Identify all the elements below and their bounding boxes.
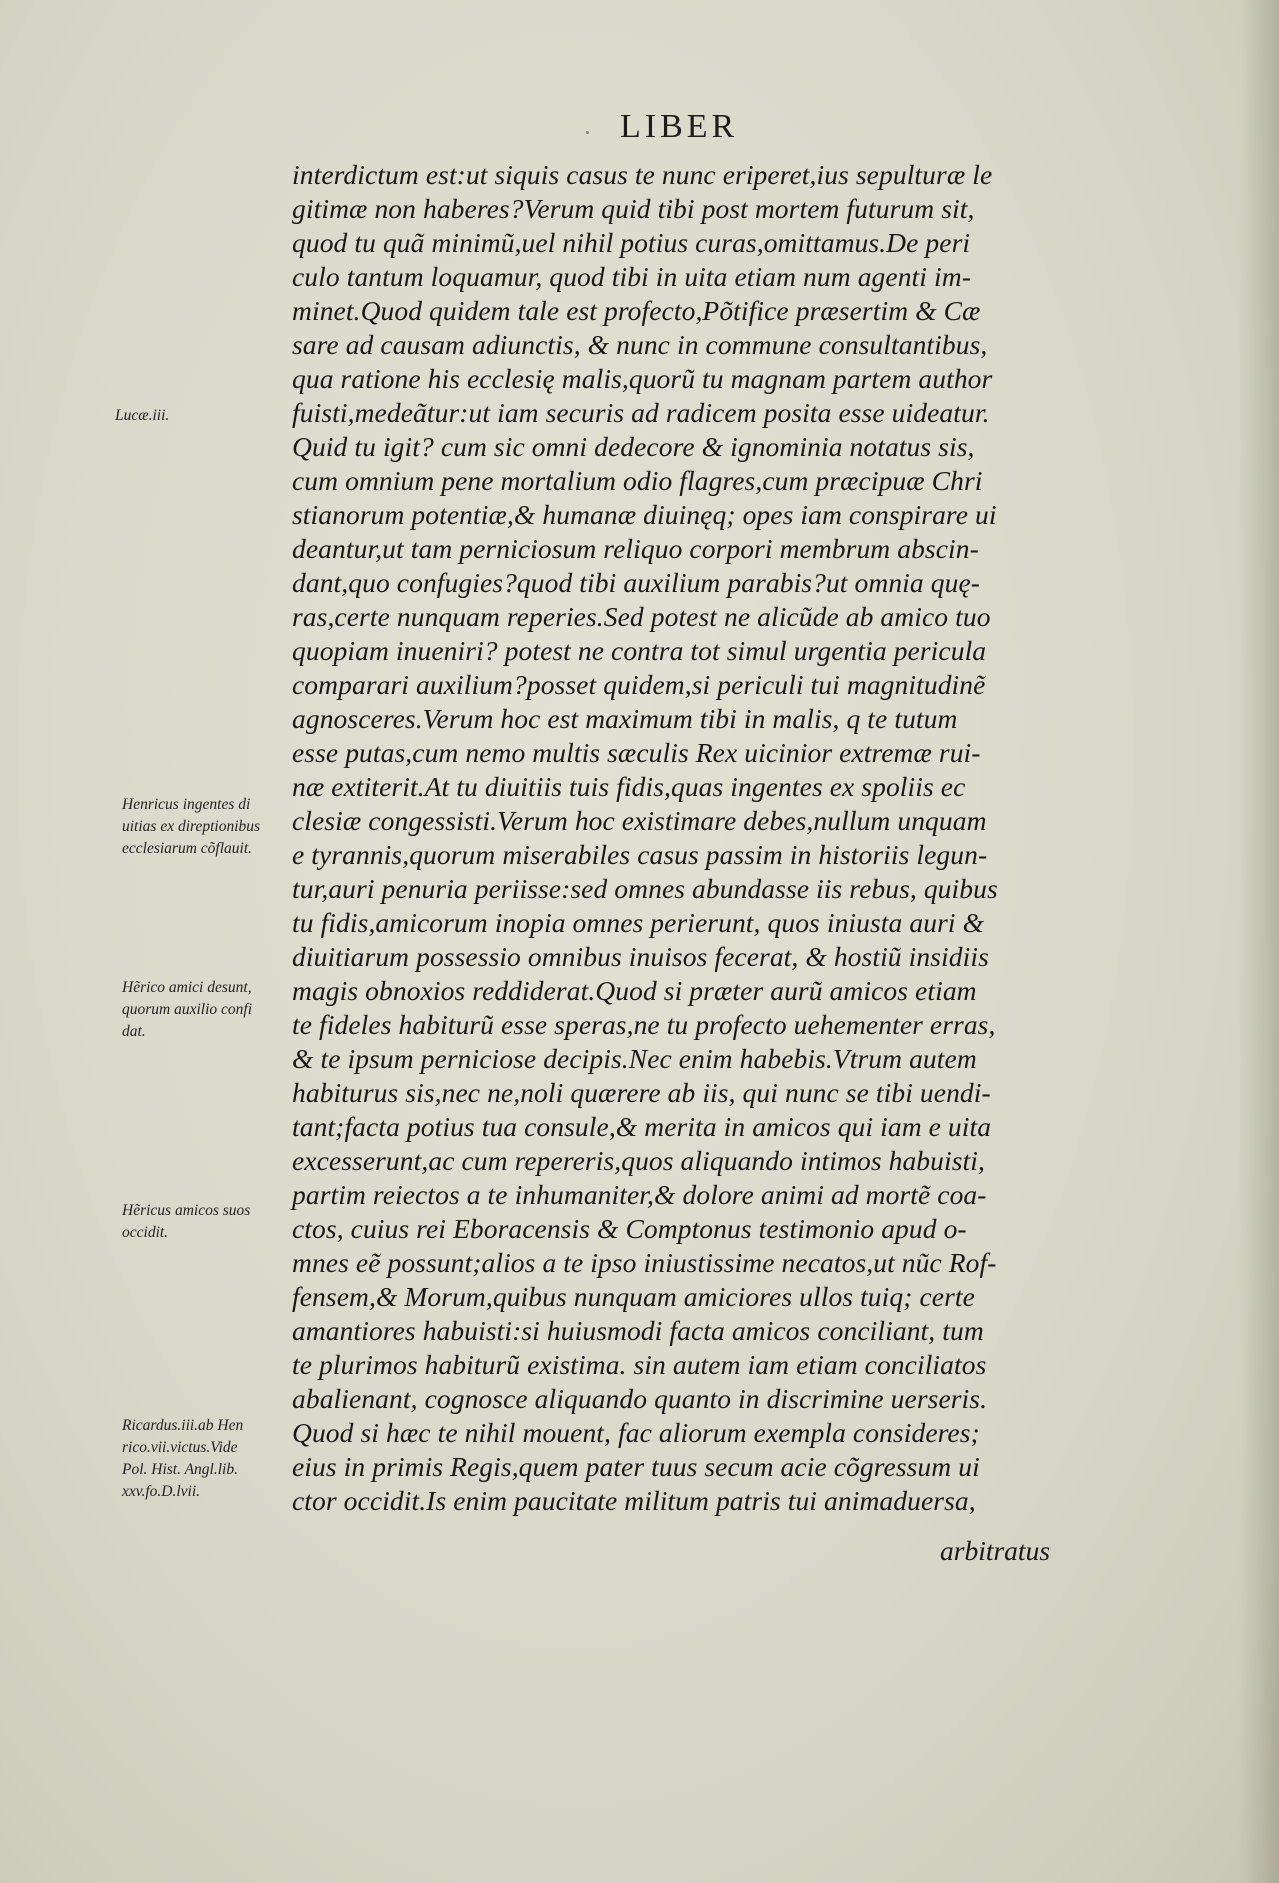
text-line: excesserunt,ac cum repereris,quos aliquando intimos habuisti, bbox=[292, 1145, 986, 1176]
text-line: interdictum est:ut siquis casus te nunc eriperet,ius sepulturæ le bbox=[292, 159, 993, 190]
text-line: diuitiarum possessio omnibus inuisos fecerat, & hostiũ insidiis bbox=[292, 941, 989, 972]
text-line: comparari auxilium?posset quidem,si periculi tui magnitudinẽ bbox=[292, 669, 986, 700]
text-line: te fideles habiturũ esse speras,ne tu profecto uehementer erras, bbox=[292, 1009, 996, 1040]
text-line: culo tantum loquamur, quod tibi in uita etiam num agenti im- bbox=[292, 261, 971, 292]
text-line: magis obnoxios reddiderat.Quod si præter aurũ amicos etiam bbox=[292, 975, 977, 1006]
marginal-note-line: xxv.fo.D.lvii. bbox=[122, 1483, 201, 1500]
text-line: e tyrannis,quorum miserabiles casus passim in historiis legun- bbox=[292, 839, 988, 870]
marginal-note-line: Ricardus.iii.ab Hen bbox=[122, 1417, 244, 1434]
text-line: deantur,ut tam perniciosum reliquo corpori membrum abscin- bbox=[292, 533, 979, 564]
text-line: amantiores habuisti:si huiusmodi facta amicos conciliant, tum bbox=[292, 1315, 984, 1346]
text-line: tant;facta potius tua consule,& merita in amicos qui iam e uita bbox=[292, 1111, 992, 1142]
text-line: partim reiectos a te inhumaniter,& dolore animi ad mortẽ coa- bbox=[292, 1179, 987, 1210]
running-head: LIBER bbox=[620, 108, 739, 145]
marginal-note bbox=[115, 405, 169, 427]
marginal-note-line: rico.vii.victus.Vide bbox=[122, 1439, 238, 1456]
text-line: minet.Quod quidem tale est profecto,Põtifice præsertim & Cæ bbox=[292, 295, 981, 326]
marginal-note-line: Lucæ.iii. bbox=[115, 407, 170, 424]
marginal-note bbox=[122, 1415, 243, 1503]
text-line: fensem,& Morum,quibus nunquam amiciores ullos tuiq; certe bbox=[292, 1281, 975, 1312]
text-line: quopiam inueniri? potest ne contra tot simul urgentia pericula bbox=[292, 635, 987, 666]
marginal-note-line: occidit. bbox=[122, 1224, 169, 1241]
text-line: eius in primis Regis,quem pater tuus secum acie cõgressum ui bbox=[292, 1451, 980, 1482]
marginal-note-line: quorum auxilio confi bbox=[122, 1001, 253, 1018]
text-line: stianorum potentiæ,& humanæ diuinęq; opes iam conspirare ui bbox=[292, 499, 997, 530]
text-line: abalienant, cognosce aliquando quanto in discrimine uerseris. bbox=[292, 1383, 988, 1414]
text-line: dant,quo confugies?quod tibi auxilium parabis?ut omnia quę- bbox=[292, 567, 981, 598]
marginal-note bbox=[122, 794, 260, 860]
text-line: mnes eẽ possunt;alios a te ipso iniustissime necatos,ut nũc Rof- bbox=[292, 1247, 997, 1278]
text-line: sare ad causam adiunctis, & nunc in commune consultantibus, bbox=[292, 329, 988, 360]
marginal-note-line: Hẽricus amicos suos bbox=[122, 1202, 251, 1219]
text-line: te plurimos habiturũ existima. sin autem iam etiam conciliatos bbox=[292, 1349, 987, 1380]
marginal-note-line: Henricus ingentes di bbox=[122, 796, 251, 813]
marginal-note-line: uitias ex direptionibus bbox=[122, 818, 261, 835]
catchword: arbitratus bbox=[940, 1535, 1051, 1566]
text-line: quod tu quã minimũ,uel nihil potius curas,omittamus.De peri bbox=[292, 227, 971, 258]
text-line: ras,certe nunquam reperies.Sed potest ne alicũde ab amico tuo bbox=[292, 601, 991, 632]
marginal-note bbox=[122, 1200, 250, 1244]
text-line: Quid tu igit? cum sic omni dedecore & ignominia notatus sis, bbox=[292, 431, 975, 462]
text-line: qua ratione his ecclesię malis,quorũ tu magnam partem author bbox=[292, 363, 993, 394]
text-line: ctor occidit.Is enim paucitate militum patris tui animaduersa, bbox=[292, 1485, 976, 1516]
marginal-note-line: Hẽrico amici desunt, bbox=[122, 979, 252, 996]
text-line: tu fidis,amicorum inopia omnes perierunt, quos iniusta auri & bbox=[292, 907, 985, 938]
text-line: habiturus sis,nec ne,noli quærere ab iis, qui nunc se tibi uendi- bbox=[292, 1077, 991, 1108]
text-line: næ extiterit.At tu diuitiis tuis fidis,quas ingentes ex spoliis ec bbox=[292, 771, 966, 802]
marginal-note-line: Pol. Hist. Angl.lib. bbox=[122, 1461, 238, 1478]
header-ornament: · bbox=[583, 118, 592, 147]
marginal-note-line: dat. bbox=[122, 1023, 146, 1040]
marginal-note-line: ecclesiarum cõflauit. bbox=[122, 840, 252, 857]
text-line: esse putas,cum nemo multis sæculis Rex uicinior extremæ rui- bbox=[292, 737, 981, 768]
text-line: cum omnium pene mortalium odio flagres,cum præcipuæ Chri bbox=[292, 465, 983, 496]
text-line: agnosceres.Verum hoc est maximum tibi in malis, q te tutum bbox=[292, 703, 958, 734]
text-line: clesiæ congessisti.Verum hoc existimare debes,nullum unquam bbox=[292, 805, 987, 836]
text-line: & te ipsum perniciose decipis.Nec enim habebis.Vtrum autem bbox=[292, 1043, 977, 1074]
text-line: gitimæ non haberes?Verum quid tibi post mortem futurum sit, bbox=[292, 193, 975, 224]
marginal-note bbox=[122, 977, 252, 1043]
text-line: tur,auri penuria periisse:sed omnes abundasse iis rebus, quibus bbox=[292, 873, 998, 904]
text-line: ctos, cuius rei Eboracensis & Comptonus testimonio apud o- bbox=[292, 1213, 967, 1244]
text-line: Quod si hæc te nihil mouent, fac aliorum exempla consideres; bbox=[292, 1417, 980, 1448]
text-line: fuisti,medeãtur:ut iam securis ad radicem posita esse uideatur. bbox=[292, 397, 990, 428]
